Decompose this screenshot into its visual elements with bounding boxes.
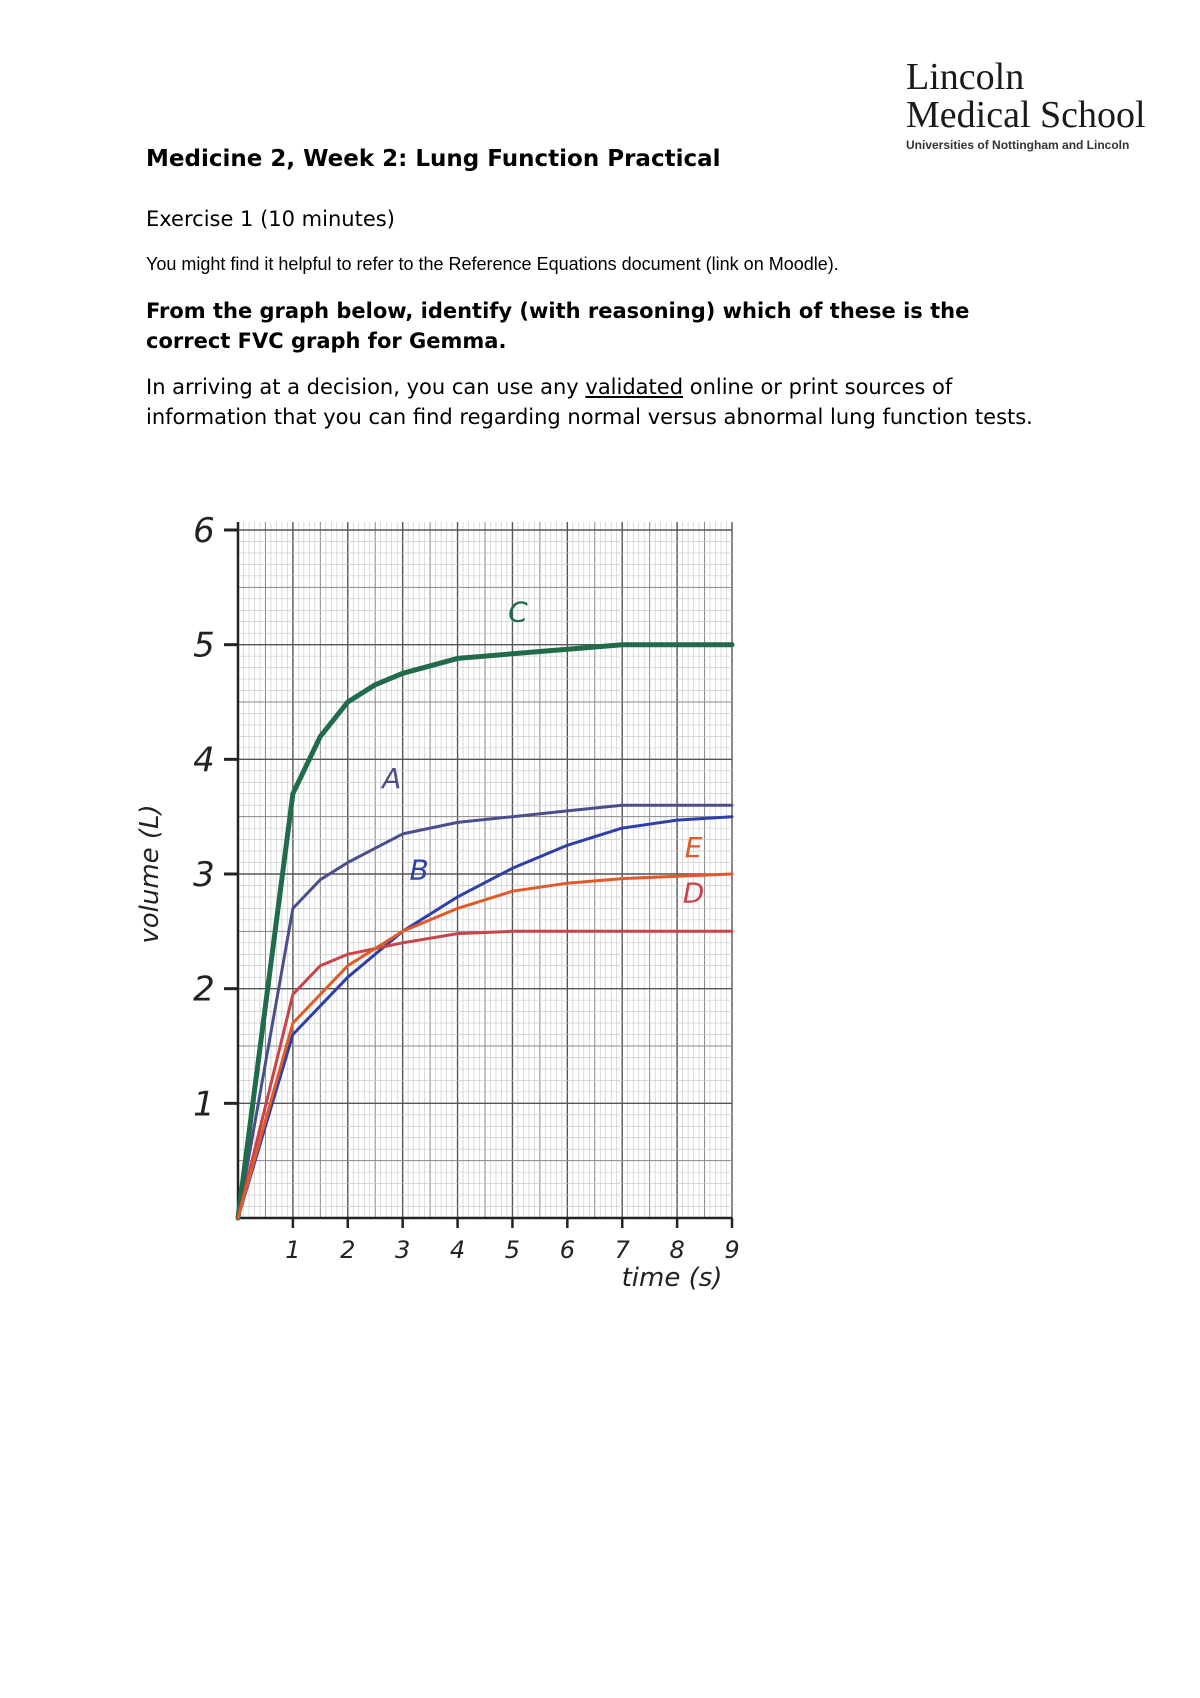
y-tick-label-1: 1 [193,1084,215,1125]
x-tick-label-7: 7 [614,1236,630,1264]
lincoln-medical-school-logo [906,58,1156,152]
x-tick-label-3: 3 [395,1236,411,1264]
exercise-heading: Exercise 1 (10 minutes) [146,207,395,231]
logo-line-2: Medical School [906,94,1146,136]
x-tick-label-6: 6 [559,1236,575,1264]
x-tick-label-1: 1 [285,1236,301,1264]
chart-labels [135,511,740,1293]
series-label-c: C [508,595,528,629]
reference-hint: You might find it helpful to refer to the Reference Equations document (link on Moodle). [146,254,839,274]
instructions-paragraph [146,372,1046,432]
series-label-d: D [682,876,705,910]
chart-grid [238,522,732,1218]
page-title: Medicine 2, Week 2: Lung Function Practical [146,146,721,172]
series-label-a: A [382,762,402,795]
series-label-e: E [684,830,703,864]
x-tick-label-8: 8 [669,1236,685,1264]
x-tick-label-2: 2 [340,1236,356,1264]
y-tick-label-5: 5 [193,625,215,666]
x-tick-label-9: 9 [724,1236,740,1264]
x-tick-label-4: 4 [449,1236,466,1264]
logo-line-1: Lincoln [906,56,1025,98]
paragraph-before: In arriving at a decision, you can use any [146,375,586,399]
validated-word: validated [585,375,684,399]
y-axis-title: volume (L) [135,804,165,944]
chart-axes [224,522,732,1228]
logo-subtitle: Universities of Nottingham and Lincoln [906,138,1130,152]
fvc-chart [135,510,750,1293]
paragraph-after: online or print sources of information that you can find regarding normal versus abnormal lung function tests. [146,375,1033,429]
y-tick-label-3: 3 [193,855,215,895]
question-text: From the graph below, identify (with reasoning) which of these is the correct FVC graph for Gemma. [146,299,970,353]
y-tick-label-2: 2 [193,969,215,1010]
x-tick-label-5: 5 [504,1236,521,1264]
x-axis-title: time (s) [621,1263,723,1293]
series-label-b: B [409,853,429,887]
y-tick-label-6: 6 [193,511,215,551]
y-tick-label-4: 4 [193,740,215,781]
